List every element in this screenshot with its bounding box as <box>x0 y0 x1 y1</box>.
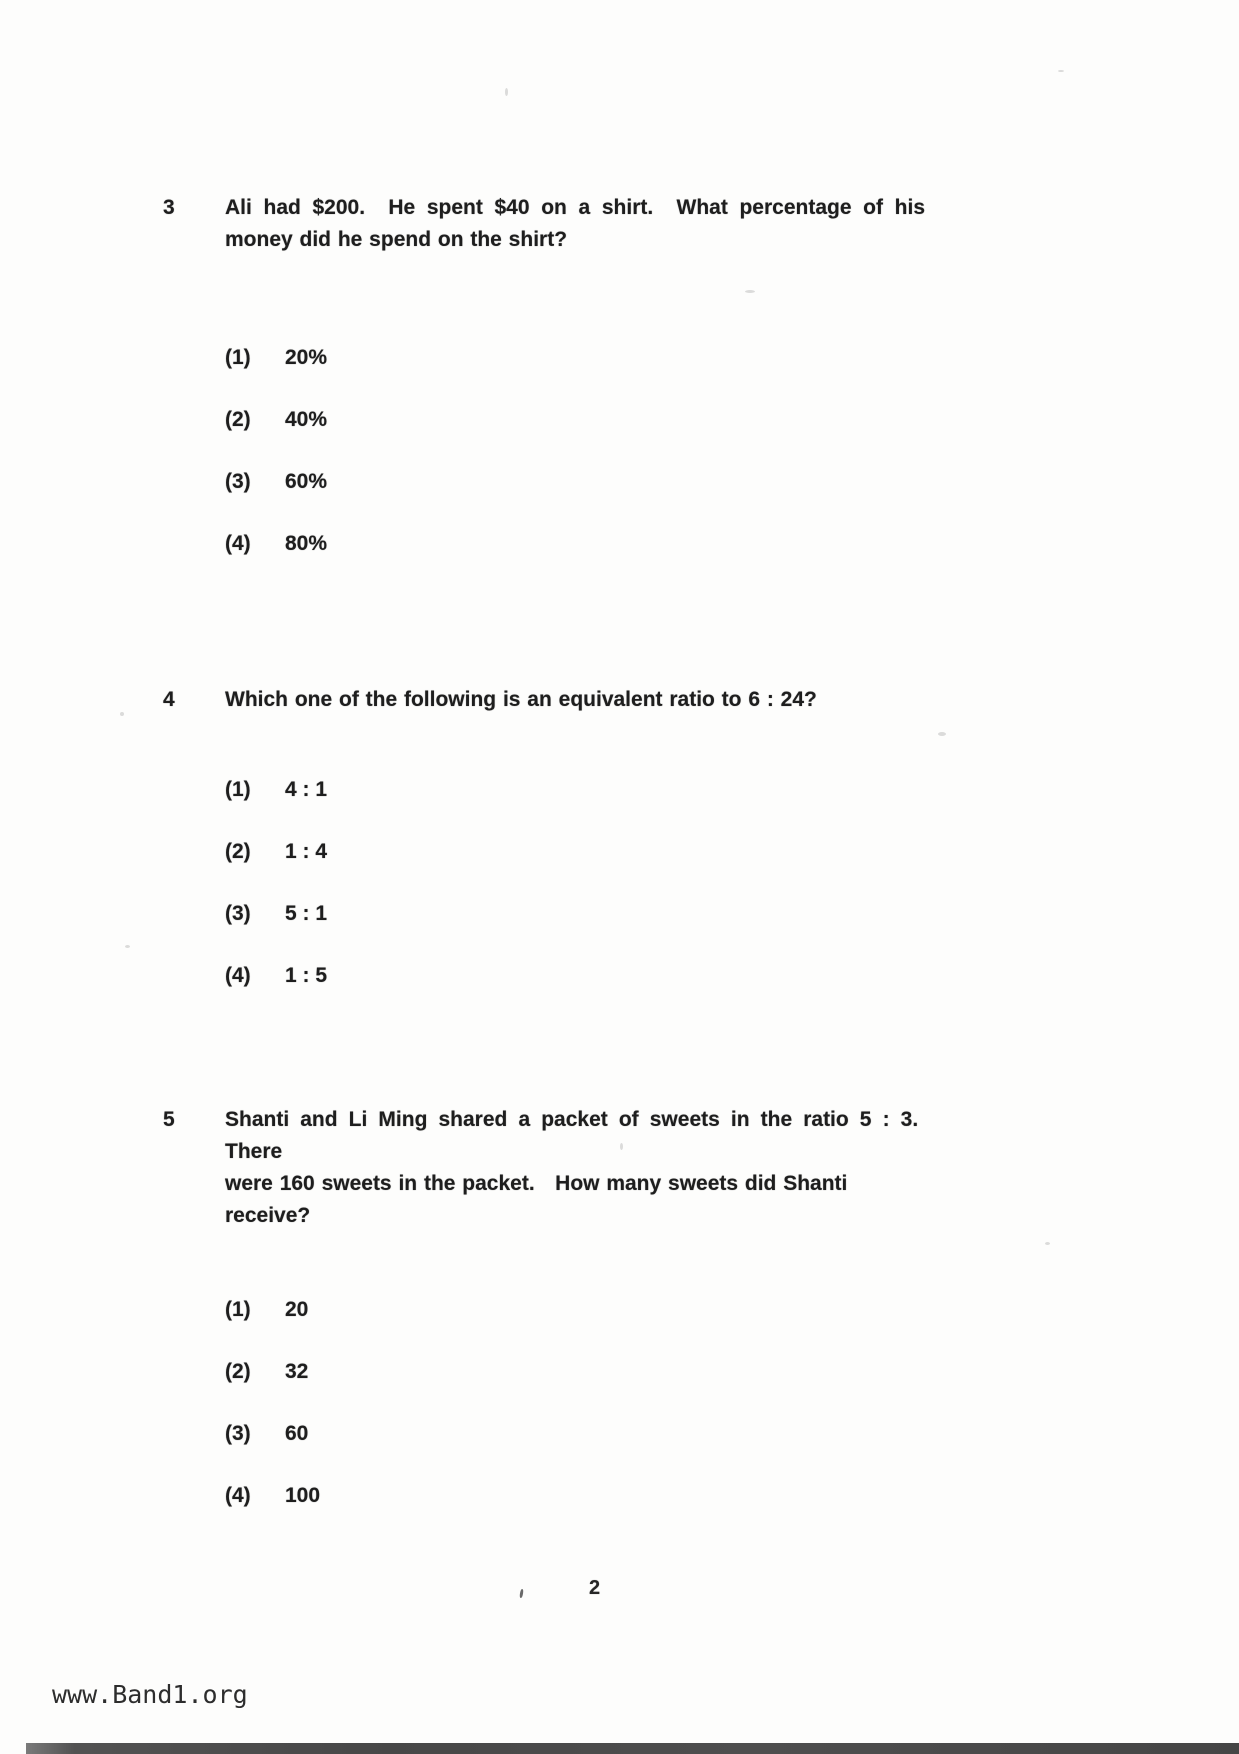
page-number: 2 <box>589 1577 601 1599</box>
option-value: 80% <box>285 532 328 555</box>
question-block <box>163 684 925 1026</box>
option-label: (3) <box>225 902 251 925</box>
question-block <box>163 1104 925 1546</box>
scan-mark <box>519 1589 524 1598</box>
option-value: 4 : 1 <box>285 778 328 801</box>
question-text-line: Ali had $200. He spent $40 on a shirt. What percentage of his <box>225 196 925 219</box>
option-value: 40% <box>285 408 328 431</box>
answer-option <box>225 346 925 368</box>
scan-speck <box>125 945 130 948</box>
answer-option <box>225 1422 925 1444</box>
option-label: (2) <box>225 840 251 863</box>
question-text <box>225 1104 925 1232</box>
scan-speck <box>120 712 124 716</box>
option-label: (2) <box>225 408 251 431</box>
answer-option <box>225 902 925 924</box>
answer-option <box>225 1298 925 1320</box>
answer-option <box>225 1484 925 1506</box>
option-value: 1 : 5 <box>285 964 328 987</box>
question-head <box>163 192 925 256</box>
question-options <box>225 346 925 554</box>
scan-speck <box>1045 1242 1050 1245</box>
scan-speck <box>1058 70 1064 72</box>
option-label: (1) <box>225 1298 251 1321</box>
question-number: 4 <box>163 688 175 711</box>
question-head <box>163 1104 925 1232</box>
answer-option <box>225 408 925 430</box>
scan-speck <box>745 290 755 293</box>
option-label: (1) <box>225 778 251 801</box>
question-text <box>225 192 925 256</box>
scan-speck <box>938 732 946 736</box>
question-text-line: Shanti and Li Ming shared a packet of sweets in the ratio 5 : 3. There <box>225 1108 925 1163</box>
question-text-line: money did he spend on the shirt? <box>225 228 568 251</box>
option-value: 60 <box>285 1422 309 1445</box>
answer-option <box>225 470 925 492</box>
watermark-text: www.Band1.org <box>52 1680 248 1709</box>
question-text-line: Which one of the following is an equivalent ratio to 6 : 24? <box>225 688 817 711</box>
question-block <box>163 192 925 594</box>
answer-option <box>225 964 925 986</box>
option-value: 20 <box>285 1298 309 1321</box>
option-label: (2) <box>225 1360 251 1383</box>
option-value: 60% <box>285 470 328 493</box>
question-number: 5 <box>163 1108 175 1131</box>
question-options <box>225 1298 925 1506</box>
question-text <box>225 684 925 716</box>
scan-speck <box>620 1143 623 1150</box>
option-value: 1 : 4 <box>285 840 328 863</box>
scanner-edge-bar <box>26 1743 1239 1754</box>
option-value: 5 : 1 <box>285 902 328 925</box>
option-label: (1) <box>225 346 251 369</box>
question-head <box>163 684 925 716</box>
question-number: 3 <box>163 196 175 219</box>
answer-option <box>225 1360 925 1382</box>
option-value: 32 <box>285 1360 309 1383</box>
option-label: (4) <box>225 532 251 555</box>
answer-option <box>225 840 925 862</box>
option-label: (4) <box>225 1484 251 1507</box>
answer-option <box>225 532 925 554</box>
scan-speck <box>505 88 508 96</box>
question-text-line: were 160 sweets in the packet. How many sweets did Shanti receive? <box>225 1172 848 1227</box>
option-value: 20% <box>285 346 328 369</box>
question-options <box>225 778 925 986</box>
option-label: (3) <box>225 1422 251 1445</box>
option-label: (4) <box>225 964 251 987</box>
answer-option <box>225 778 925 800</box>
option-label: (3) <box>225 470 251 493</box>
option-value: 100 <box>285 1484 321 1507</box>
